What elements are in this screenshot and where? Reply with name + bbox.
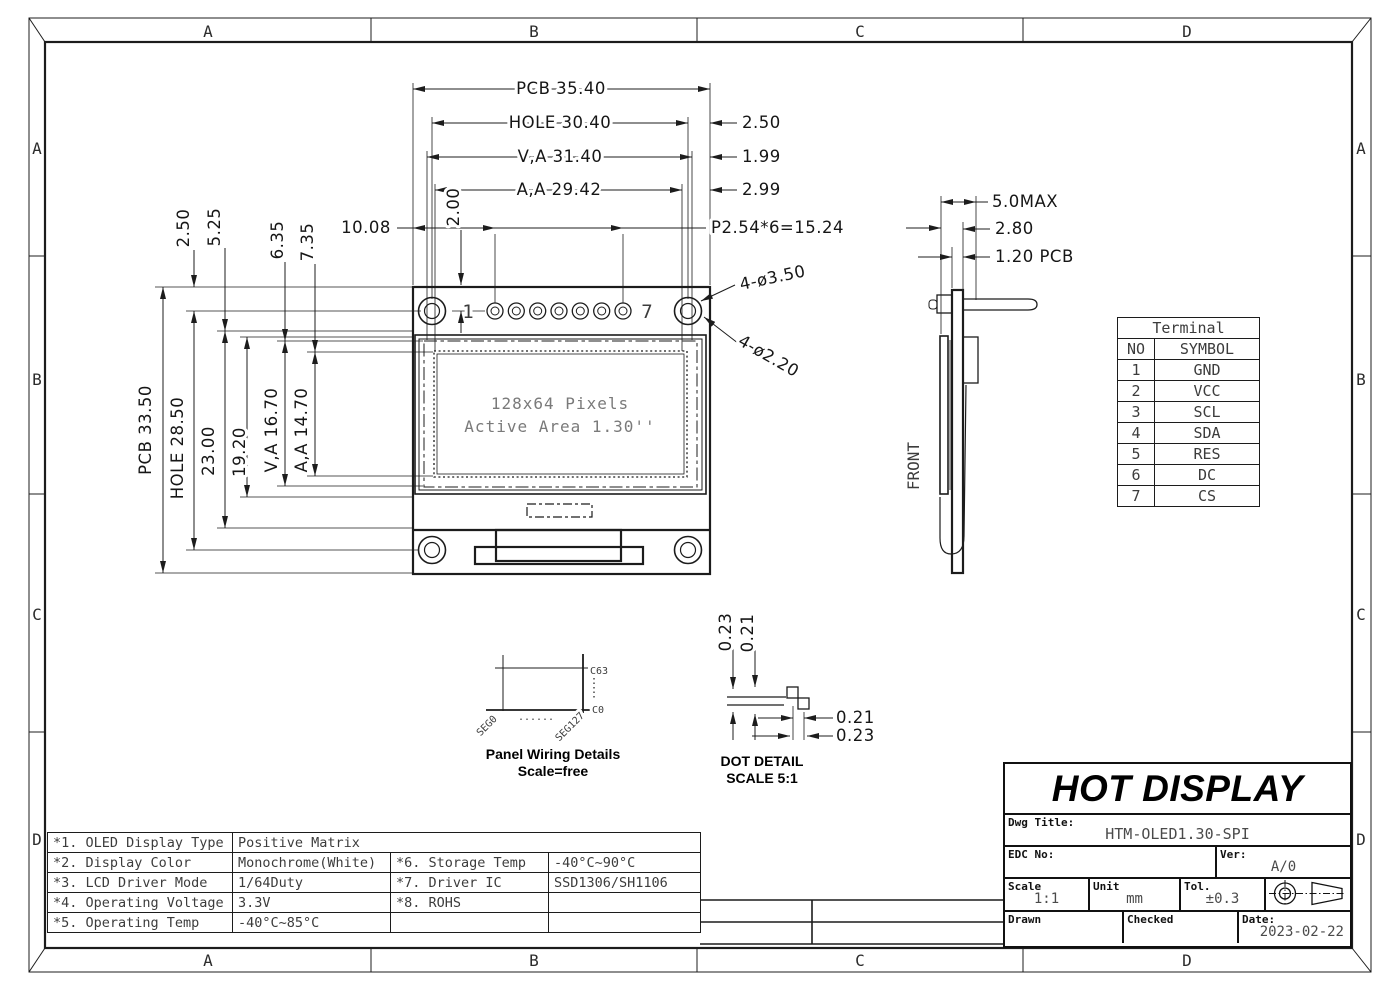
terminal-row: 7 CS <box>1118 486 1260 507</box>
terminal-table <box>1117 317 1260 507</box>
spec-row: *3. LCD Driver Mode 1/64Duty *7. Driver IC SSD1306/SH1106 <box>48 873 701 893</box>
unit-label: Unit <box>1093 880 1120 893</box>
company-logo-text: HOT DISPLAY <box>1005 764 1350 815</box>
tol-value: ±0.3 <box>1205 891 1240 907</box>
panel-wiring-scale-note: Scale=free <box>517 763 589 779</box>
panel-com-bottom-label: C0 <box>592 705 605 716</box>
terminal-col-no: NO <box>1118 339 1155 360</box>
zone-label-bottom-b: B <box>529 951 539 970</box>
tol-cell <box>1181 879 1266 910</box>
zone-label-left-a: A <box>32 139 42 158</box>
dim-1920: 19.20 <box>230 427 249 477</box>
scale-value: 1:1 <box>1033 891 1060 907</box>
checked-label: Checked <box>1127 913 1174 926</box>
dim-va-height: V,A 16.70 <box>262 387 281 473</box>
zone-label-top-c: C <box>855 22 865 41</box>
checked-cell <box>1124 912 1239 943</box>
edc-ver-row <box>1005 847 1350 879</box>
terminal-row: 6 DC <box>1118 465 1260 486</box>
terminal-row: 4 SDA <box>1118 423 1260 444</box>
panel-seg-first-label: SEG0 <box>474 713 500 739</box>
scale-label: Scale <box>1008 880 1042 893</box>
dwg-title-label: Dwg Title: <box>1008 816 1075 829</box>
terminal-col-symbol: SYMBOL <box>1155 339 1260 360</box>
zone-label-top-d: D <box>1182 22 1192 41</box>
callout-mount-hole-inner: 4-ø2.20 <box>735 331 803 381</box>
terminal-table-title: Terminal <box>1118 318 1260 339</box>
dot-detail-caption: DOT DETAIL <box>720 753 804 769</box>
spec-table <box>47 832 701 933</box>
side-dim-pcb: 1.20 PCB <box>995 247 1074 266</box>
scale-unit-tol-row <box>1005 879 1350 912</box>
display-pixels-text: 128x64 Pixels <box>490 394 630 413</box>
terminal-row: 5 RES <box>1118 444 1260 465</box>
edc-no-label: EDC No: <box>1008 848 1055 861</box>
side-connector-bump <box>963 337 978 383</box>
unit-cell <box>1090 879 1181 910</box>
dim-hole-height: HOLE 28.50 <box>168 396 187 500</box>
display-active-area-text: Active Area 1.30'' <box>464 417 656 436</box>
spec-row: *4. Operating Voltage 3.3V *8. ROHS <box>48 893 701 913</box>
dot-detail <box>727 648 833 740</box>
pin-number-last: 7 <box>641 301 653 323</box>
dim-left-525: 5.25 <box>205 207 224 247</box>
unit-value: mm <box>1126 891 1143 907</box>
hole-callout-leaders <box>701 285 743 347</box>
zone-label-left-d: D <box>32 830 42 849</box>
dot-detail-scale-note: SCALE 5:1 <box>726 770 798 786</box>
terminal-row: 2 VCC <box>1118 381 1260 402</box>
dim-right-offset-3: 2.99 <box>742 180 781 199</box>
spec-extension-cells <box>700 900 1003 944</box>
bottom-connector <box>496 530 621 561</box>
ver-value: A/0 <box>1270 859 1297 875</box>
side-dim-glass: 2.80 <box>995 219 1034 238</box>
dim-pin-top-offset: 2.00 <box>444 187 463 227</box>
edc-no-cell <box>1005 847 1217 877</box>
drawn-cell <box>1005 912 1124 943</box>
date-value: 2023-02-22 <box>1259 924 1344 940</box>
panel-wiring-detail <box>486 654 594 713</box>
terminal-table-header-row <box>1118 339 1260 360</box>
dim-2300: 23.00 <box>199 426 218 476</box>
zone-label-left-b: B <box>32 370 42 389</box>
zone-label-bottom-c: C <box>855 951 865 970</box>
zone-label-right-a: A <box>1356 139 1366 158</box>
zone-label-bottom-a: A <box>203 951 213 970</box>
projection-angle-icon <box>1266 879 1348 908</box>
dim-right-offset-1: 2.50 <box>742 113 781 132</box>
dim-aa-height: A,A 14.70 <box>292 387 311 473</box>
dot-dim-h1: 0.21 <box>836 708 875 727</box>
dim-pin-pitch: P2.54*6=15.24 <box>711 218 844 237</box>
panel-wiring-caption: Panel Wiring Details <box>485 746 621 762</box>
side-pcb <box>952 290 963 573</box>
zone-label-right-b: B <box>1356 370 1366 389</box>
dim-pcb-height: PCB 33.50 <box>136 385 155 475</box>
zone-label-top-a: A <box>203 22 213 41</box>
dim-va-width: V,A 31.40 <box>517 147 603 166</box>
dim-left-250: 2.50 <box>174 208 193 248</box>
dwg-title-row <box>1005 815 1350 847</box>
title-block <box>1003 762 1352 948</box>
spec-row: *5. Operating Temp -40°C~85°C <box>48 913 701 933</box>
dot-dim-h2: 0.23 <box>836 726 875 745</box>
zone-label-top-b: B <box>529 22 539 41</box>
date-label: Date: <box>1242 913 1276 926</box>
dim-pcb-width: PCB 35.40 <box>516 79 606 98</box>
side-glass <box>940 336 948 494</box>
panel-dots: ...... <box>517 712 555 723</box>
dim-right-offset-2: 1.99 <box>742 147 781 166</box>
zone-label-right-d: D <box>1356 830 1366 849</box>
side-dim-thickness-max: 5.0MAX <box>992 192 1059 211</box>
spec-row: *1. OLED Display Type Positive Matrix <box>48 833 701 853</box>
panel-seg-last-label: SEG127 <box>553 710 587 744</box>
terminal-row: 1 GND <box>1118 360 1260 381</box>
pin-holes <box>487 303 631 319</box>
zone-label-bottom-d: D <box>1182 951 1192 970</box>
scale-cell <box>1005 879 1090 910</box>
terminal-table-title-row <box>1118 318 1260 339</box>
spec-row: *2. Display Color Monochrome(White) *6. Storage Temp -40°C~90°C <box>48 853 701 873</box>
panel-com-top-label: C63 <box>590 666 609 677</box>
terminal-row: 3 SCL <box>1118 402 1260 423</box>
zone-label-left-c: C <box>32 605 42 624</box>
dim-left-735: 7.35 <box>298 222 317 262</box>
tol-label: Tol. <box>1184 880 1211 893</box>
side-pin <box>963 299 1037 310</box>
dim-left-635: 6.35 <box>268 220 287 260</box>
side-front-label: FRONT <box>904 441 923 491</box>
ver-cell <box>1217 847 1350 877</box>
dim-pin-row-offset: 10.08 <box>341 218 391 237</box>
dim-aa-width: A,A 29.42 <box>516 180 602 199</box>
drawn-label: Drawn <box>1008 913 1042 926</box>
dot-dim-v2: 0.21 <box>738 613 757 653</box>
pin-number-first: 1 <box>462 301 474 323</box>
callout-mount-hole-outer: 4-ø3.50 <box>737 261 808 294</box>
zone-label-right-c: C <box>1356 605 1366 624</box>
ver-label: Ver: <box>1220 848 1247 861</box>
date-cell <box>1239 912 1350 943</box>
projection-symbol-cell <box>1266 879 1350 910</box>
dim-hole-width: HOLE 30.40 <box>508 113 612 132</box>
dwg-title-value: HTM-OLED1.30-SPI <box>1105 825 1250 843</box>
dot-dim-v1: 0.23 <box>716 612 735 652</box>
drawn-checked-date-row <box>1005 912 1350 943</box>
